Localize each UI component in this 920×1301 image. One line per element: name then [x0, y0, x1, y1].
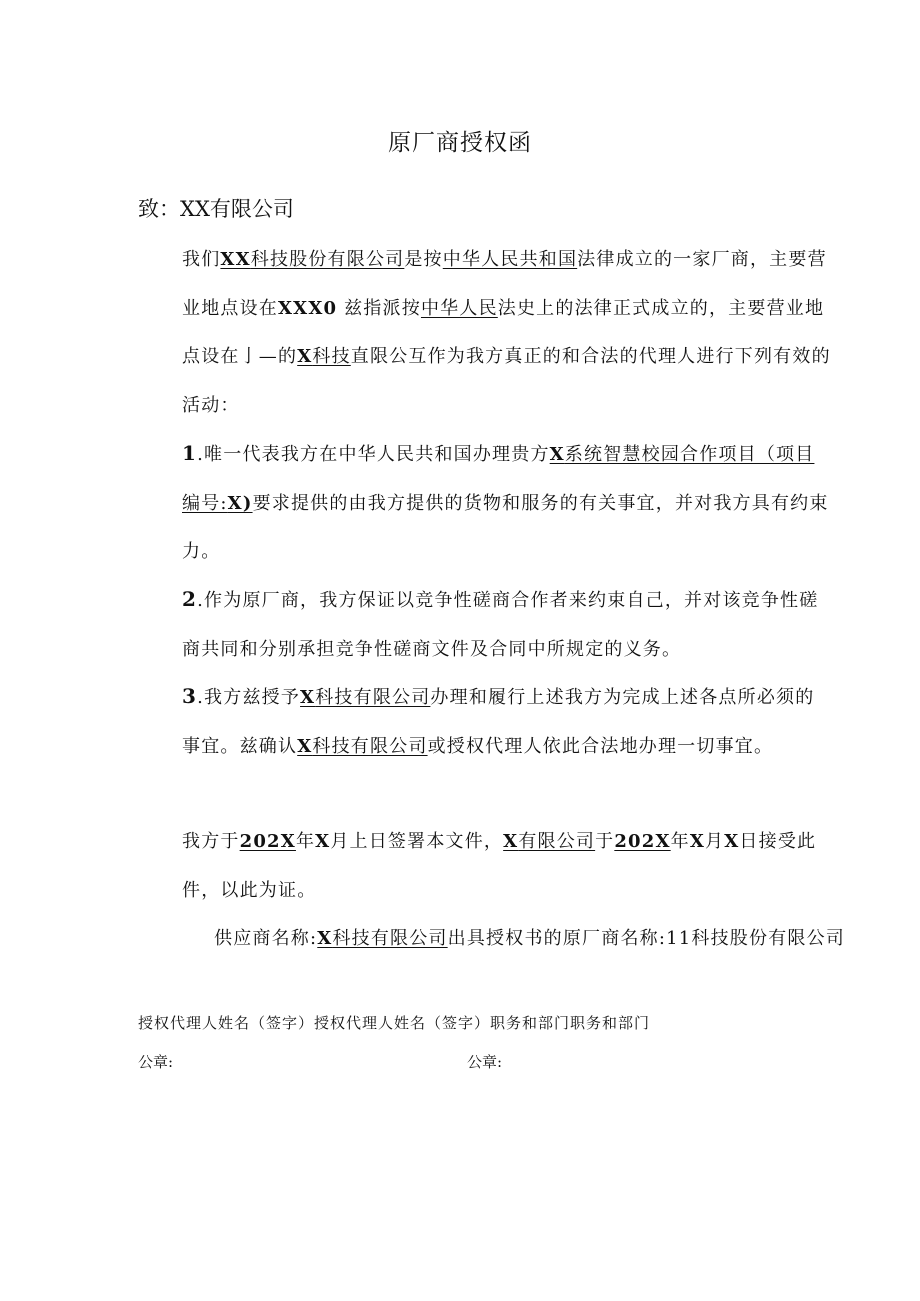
seal-label-right: 公章: — [467, 1053, 503, 1071]
clause-number: 2 — [182, 587, 198, 611]
country-name: 中华人民共和国 — [442, 249, 578, 270]
seal-label-left: 公章: — [138, 1053, 174, 1071]
authorized-company-2: X科技有限公司 — [297, 735, 428, 757]
clause-number: 1 — [182, 441, 198, 465]
clause-1: 1.唯一代表我方在中华人民共和国办理贵方X系统智慧校园合作项目（项目编号:X)要求提供的由我方提供的货物和服务的有关事宜，并对我方具有约束力。 — [182, 441, 829, 562]
clause-3: 3.我方兹授予X科技有限公司办理和履行上述我方为完成上述各点所必须的事宜。兹确认X科技有限公司或授权代理人依此合法地办理一切事宜。 — [182, 684, 815, 757]
intro-text-2: 是按 — [404, 249, 443, 270]
country-name-2: 中华人民 — [420, 297, 498, 319]
intro-paragraph — [138, 236, 832, 430]
manufacturer-name: XX科技股份有限公司 — [220, 249, 405, 270]
supplier-name: X科技有限公司 — [317, 928, 448, 949]
year-placeholder-2: 202X — [614, 831, 671, 852]
document-title: 原厂商授权函 — [388, 130, 532, 156]
day-placeholder: X — [724, 831, 740, 852]
intro-text-4: 兹指派按 — [337, 297, 421, 319]
authorized-company: X科技有限公司 — [300, 687, 431, 708]
clause-2: 2.作为原厂商，我方保证以竞争性磋商合作者来约束自己，并对该竞争性磋商共同和分别承担竞争性磋商文件及合同中所规定的义务。 — [182, 587, 819, 660]
agent-name: X科技 — [297, 346, 351, 367]
signing-date-paragraph: 我方于202X年X月上日签署本文件，X有限公司于202X年X月X日接受此件，以此为证。 — [182, 831, 817, 901]
month-placeholder: X — [315, 831, 331, 852]
intro-text-6: 直限公互作为我方真正的和合法的代理人进行下列有效的活动： — [182, 346, 831, 416]
receiving-company: X有限公司 — [503, 831, 596, 852]
year-placeholder: 202X — [239, 831, 296, 852]
project-name: X系统智慧校园合作项目（项目编号:X) — [182, 444, 815, 514]
supplier-paragraph: 供应商名称:X科技有限公司出具授权书的原厂商名称:11科技股份有限公司 — [214, 928, 846, 949]
month-placeholder-2: X — [689, 831, 706, 852]
signature-line: 授权代理人姓名（签字）授权代理人姓名（签字）职务和部门职务和部门 — [138, 1014, 651, 1032]
address-placeholder: XXX0 — [278, 297, 338, 319]
intro-text-5: 法史上的法律正式成立的，主要营业地点设在亅—的 — [182, 297, 825, 367]
clause-number: 3 — [182, 684, 198, 708]
addressee-line: 致：XX有限公司 — [138, 197, 294, 221]
intro-text-3: 法律成立的一家厂商，主要营业地点设在 — [182, 249, 827, 319]
intro-text-1: 我们 — [182, 249, 221, 270]
